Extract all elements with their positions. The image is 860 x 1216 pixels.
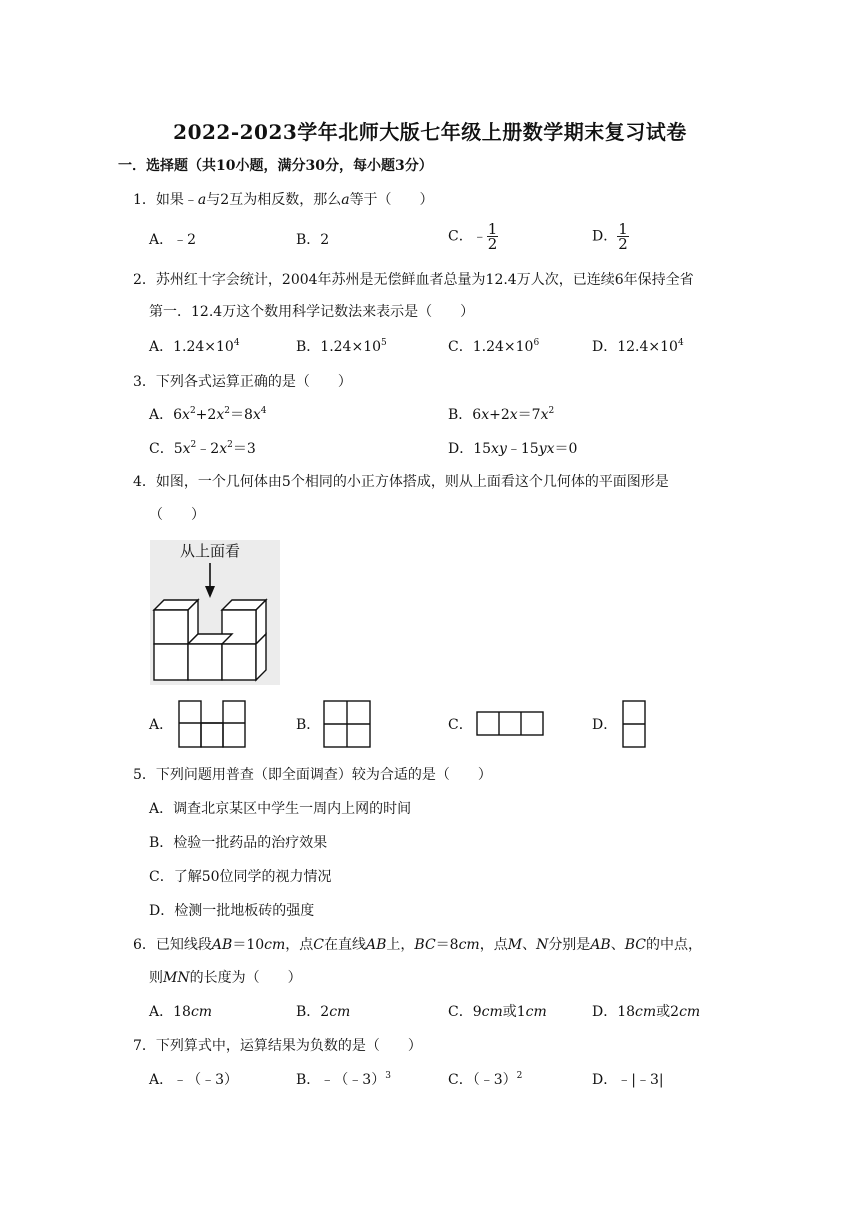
- question-4-option-a-label: A．: [149, 717, 174, 733]
- question-7-option-d: D．﹣|﹣3|: [592, 1072, 664, 1088]
- question-4-stem-line-1: 4．如图，一个几何体由5个相同的小正方体搭成，则从上面看这个几何体的平面图形是: [133, 474, 669, 490]
- question-4-option-c-label: C．: [448, 717, 473, 733]
- question-7-option-a: A．﹣（﹣3）: [149, 1072, 239, 1088]
- question-7-stem: 7．下列算式中，运算结果为负数的是（ ）: [133, 1038, 422, 1054]
- question-6-stem-line-1: 6．已知线段AB＝10cm，点C在直线AB上，BC＝8cm，点M、N分别是AB、BC的中点，: [133, 937, 702, 953]
- question-6-option-b: B．2cm: [296, 1004, 351, 1020]
- question-4-stem-line-2: （ ）: [149, 507, 205, 523]
- section-heading: 一．选择题（共10小题，满分30分，每小题3分）: [118, 158, 433, 174]
- question-2-option-d: D．$12.4\times 10^4$: [592, 338, 684, 355]
- question-4-solid-figure: [150, 540, 280, 689]
- question-2-stem-line-2: 第一．12.4万这个数用科学记数法来表示是（ ）: [149, 304, 475, 320]
- question-4-option-c-figure: [476, 711, 546, 741]
- question-6-stem-line-2: 则MN的长度为（ ）: [149, 970, 302, 986]
- question-3-option-b: B．$6x+2x=7x^2$: [448, 406, 555, 423]
- question-4-option-d-label: D．: [592, 717, 618, 733]
- question-3-option-a: A．$6x^2+2x^2=8x^4$: [149, 406, 267, 423]
- question-1-option-c: C．﹣ $\frac{1}{2}$: [448, 220, 498, 253]
- question-1-option-a: A．﹣2: [149, 232, 197, 248]
- question-3-stem: 3．下列各式运算正确的是（ ）: [133, 374, 352, 390]
- question-7-option-b: B．﹣（﹣3）$^3$: [296, 1071, 391, 1088]
- question-1-option-d: D． $\frac{1}{2}$: [592, 220, 628, 253]
- question-5-option-a: A．调查北京某区中学生一周内上网的时间: [149, 801, 412, 817]
- question-4-option-d-figure: [622, 700, 648, 752]
- question-5-stem: 5．下列问题用普查（即全面调查）较为合适的是（ ）: [133, 767, 492, 783]
- question-2-option-b: B．$1.24\times 10^5$: [296, 338, 387, 355]
- question-5-option-d: D．检测一批地板砖的强度: [149, 903, 315, 919]
- question-5-option-b: B．检验一批药品的治疗效果: [149, 835, 328, 851]
- question-3-option-c: C．$5x^2﹣2x^2=3$: [149, 440, 256, 457]
- question-7-option-c: C．（﹣3）$^2$: [448, 1071, 523, 1088]
- figure-label: 从上面看: [180, 543, 241, 560]
- question-6-option-d: D．18cm或2cm: [592, 1004, 701, 1020]
- question-4-option-b-figure: [323, 700, 373, 752]
- question-2-stem-line-1: 2．苏州红十字会统计，2004年苏州是无偿鲜血者总量为12.4万人次，已连续6年保持全省: [133, 272, 694, 288]
- question-4-option-b-label: B．: [296, 717, 321, 733]
- question-6-option-a: A．18cm: [149, 1004, 213, 1020]
- question-2-option-c: C．$1.24\times 10^6$: [448, 338, 540, 355]
- question-5-option-c: C．了解50位同学的视力情况: [149, 869, 332, 885]
- question-1-stem: 1．如果﹣a与2互为相反数，那么a等于（ ）: [133, 192, 434, 208]
- page-title: 2022-2023学年北师大版七年级上册数学期末复习试卷: [173, 120, 687, 144]
- question-4-option-a-figure: [178, 700, 248, 752]
- question-6-option-c: C．9cm或1cm: [448, 1004, 547, 1020]
- question-2-option-a: A．$1.24\times 10^4$: [149, 338, 240, 355]
- question-3-option-d: D．15xy﹣15yx＝0: [448, 441, 578, 457]
- question-1-option-b: B．2: [296, 232, 330, 248]
